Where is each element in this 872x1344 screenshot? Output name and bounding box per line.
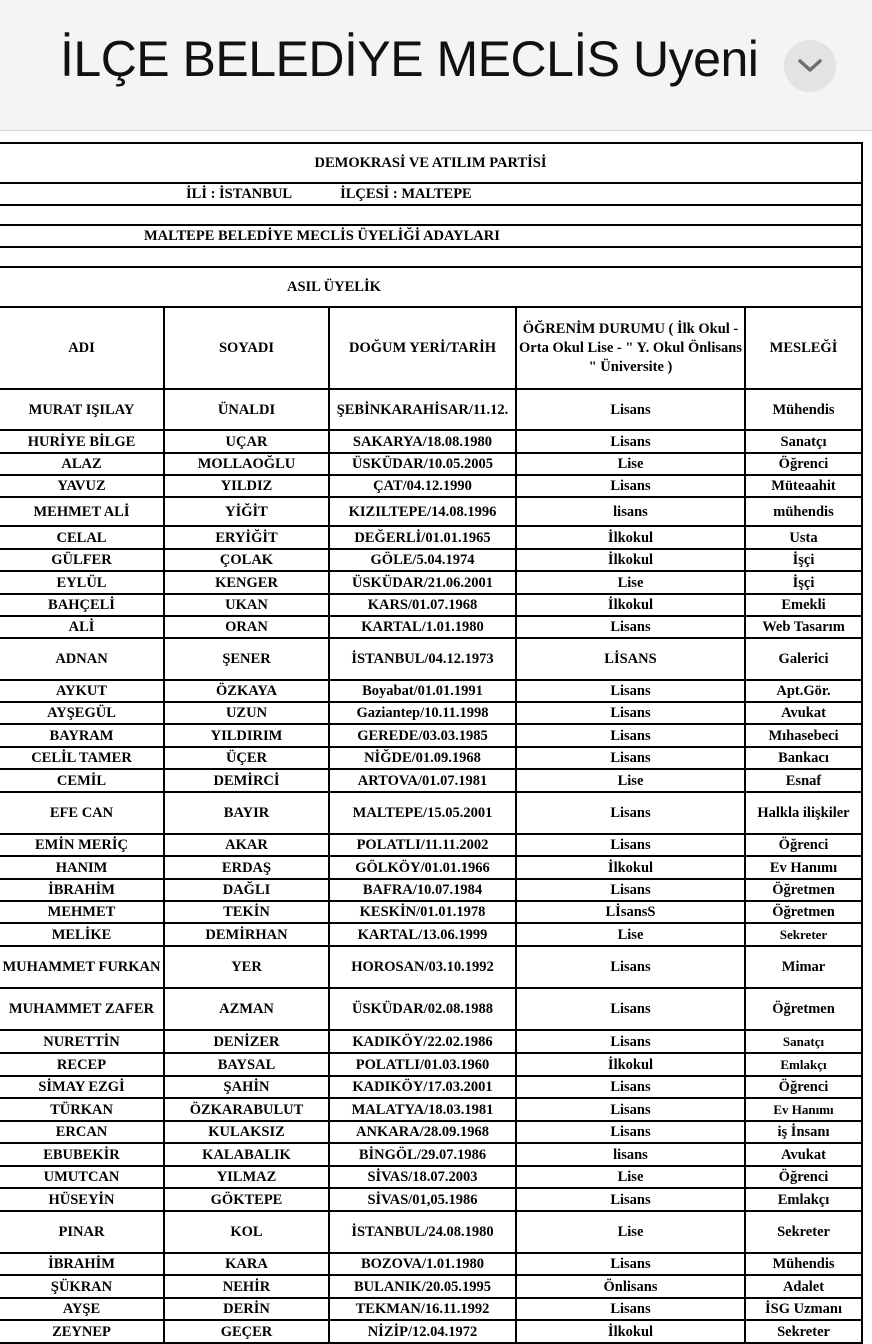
cell-birth: TEKMAN/16.11.1992 <box>329 1298 516 1320</box>
cell-birth: DEĞERLİ/01.01.1965 <box>329 526 516 549</box>
cell-surname: NEHİR <box>164 1275 329 1298</box>
chevron-down-icon <box>797 58 823 74</box>
cell-name: RECEP <box>0 1053 164 1076</box>
cell-education: Lisans <box>516 1188 745 1211</box>
cell-birth: MALTEPE/15.05.2001 <box>329 792 516 834</box>
cell-name: EFE CAN <box>0 792 164 834</box>
cell-surname: ORAN <box>164 616 329 638</box>
cell-education: Lisans <box>516 475 745 497</box>
cell-education: Lisans <box>516 1098 745 1121</box>
cell-name: MUHAMMET FURKAN <box>0 946 164 988</box>
cell-name: CEMİL <box>0 769 164 792</box>
cell-education: Önlisans <box>516 1275 745 1298</box>
cell-profession: Avukat <box>745 702 862 724</box>
table-row <box>0 834 862 856</box>
cell-name: AYŞEGÜL <box>0 702 164 724</box>
cell-surname: MOLLAOĞLU <box>164 453 329 475</box>
cell-name: YAVUZ <box>0 475 164 497</box>
cell-profession: Emekli <box>745 594 862 616</box>
cell-surname: UZUN <box>164 702 329 724</box>
table-row <box>0 1098 862 1121</box>
cell-education: Lisans <box>516 389 745 430</box>
top-bar <box>0 0 872 131</box>
cell-education: Lise <box>516 453 745 475</box>
cell-birth: HOROSAN/03.10.1992 <box>329 946 516 988</box>
cell-education: LİSANS <box>516 638 745 680</box>
cell-birth: Boyabat/01.01.1991 <box>329 680 516 702</box>
cell-surname: AKAR <box>164 834 329 856</box>
table-row <box>0 747 862 769</box>
cell-profession: Mühendis <box>745 1253 862 1275</box>
cell-education: Lisans <box>516 680 745 702</box>
cell-name: ALİ <box>0 616 164 638</box>
cell-surname: DERİN <box>164 1298 329 1320</box>
cell-surname: BAYSAL <box>164 1053 329 1076</box>
cell-name: NURETTİN <box>0 1030 164 1053</box>
cell-profession: Müteaahit <box>745 475 862 497</box>
cell-surname: YILDIZ <box>164 475 329 497</box>
cell-education: lisans <box>516 497 745 526</box>
cell-surname: UÇAR <box>164 430 329 453</box>
cell-birth: ÇAT/04.12.1990 <box>329 475 516 497</box>
cell-name: GÜLFER <box>0 549 164 571</box>
cell-name: EYLÜL <box>0 571 164 594</box>
cell-birth: KARTAL/13.06.1999 <box>329 923 516 946</box>
cell-birth: MALATYA/18.03.1981 <box>329 1098 516 1121</box>
cell-profession: Sekreter <box>745 1211 862 1253</box>
table-row <box>0 680 862 702</box>
cell-education: İlkokul <box>516 1053 745 1076</box>
cell-name: UMUTCAN <box>0 1166 164 1188</box>
cell-birth: SİVAS/01,05.1986 <box>329 1188 516 1211</box>
document-title: İLÇE BELEDİYE MECLİS Uyeni <box>60 31 759 87</box>
cell-profession: İşçi <box>745 549 862 571</box>
cell-education: İlkokul <box>516 856 745 879</box>
column-header-surname: SOYADI <box>164 307 329 389</box>
cell-name: EBUBEKİR <box>0 1143 164 1166</box>
cell-surname: DEMİRHAN <box>164 923 329 946</box>
table-row <box>0 638 862 680</box>
column-header-birth: DOĞUM YERİ/TARİH <box>329 307 516 389</box>
cell-surname: DENİZER <box>164 1030 329 1053</box>
cell-name: HÜSEYİN <box>0 1188 164 1211</box>
table-row <box>0 1076 862 1098</box>
cell-surname: KALABALIK <box>164 1143 329 1166</box>
location-line <box>0 183 862 205</box>
table-row <box>0 792 862 834</box>
table-row <box>0 497 862 526</box>
blank-row <box>0 247 862 267</box>
cell-education: Lisans <box>516 747 745 769</box>
cell-name: EMİN MERİÇ <box>0 834 164 856</box>
cell-surname: ÖZKAYA <box>164 680 329 702</box>
cell-education: Lisans <box>516 616 745 638</box>
cell-education: Lisans <box>516 702 745 724</box>
cell-education: Lisans <box>516 724 745 747</box>
cell-profession: Emlakçı <box>745 1053 862 1076</box>
cell-profession: Esnaf <box>745 769 862 792</box>
cell-surname: ŞENER <box>164 638 329 680</box>
cell-profession: Sekreter <box>745 1320 862 1343</box>
cell-profession: İSG Uzmanı <box>745 1298 862 1320</box>
cell-name: ADNAN <box>0 638 164 680</box>
cell-birth: BAFRA/10.07.1984 <box>329 879 516 901</box>
cell-name: HANIM <box>0 856 164 879</box>
cell-surname: KULAKSIZ <box>164 1121 329 1143</box>
cell-name: CELİL TAMER <box>0 747 164 769</box>
cell-name: SİMAY EZGİ <box>0 1076 164 1098</box>
cell-name: PINAR <box>0 1211 164 1253</box>
cell-birth: NİĞDE/01.09.1968 <box>329 747 516 769</box>
cell-birth: KADIKÖY/17.03.2001 <box>329 1076 516 1098</box>
table-row <box>0 594 862 616</box>
cell-surname: AZMAN <box>164 988 329 1030</box>
cell-surname: KENGER <box>164 571 329 594</box>
table-row <box>0 526 862 549</box>
cell-education: Lisans <box>516 1121 745 1143</box>
cell-education: Lise <box>516 1166 745 1188</box>
cell-name: ŞÜKRAN <box>0 1275 164 1298</box>
cell-profession: Öğretmen <box>745 901 862 923</box>
cell-birth: BOZOVA/1.01.1980 <box>329 1253 516 1275</box>
cell-education: Lisans <box>516 946 745 988</box>
province: İLİ : İSTANBUL <box>186 186 293 202</box>
cell-education: Lise <box>516 769 745 792</box>
cell-surname: ÖZKARABULUT <box>164 1098 329 1121</box>
cell-surname: DAĞLI <box>164 879 329 901</box>
cell-surname: UKAN <box>164 594 329 616</box>
table-row <box>0 1143 862 1166</box>
cell-birth: GEREDE/03.03.1985 <box>329 724 516 747</box>
cell-birth: KARTAL/1.01.1980 <box>329 616 516 638</box>
table-row <box>0 1053 862 1076</box>
cell-profession: mühendis <box>745 497 862 526</box>
table-row <box>0 879 862 901</box>
table-row <box>0 1211 862 1253</box>
cell-birth: SİVAS/18.07.2003 <box>329 1166 516 1188</box>
cell-profession: Mühendis <box>745 389 862 430</box>
cell-education: lisans <box>516 1143 745 1166</box>
candidate-table <box>0 142 863 1344</box>
table-row <box>0 1030 862 1053</box>
cell-surname: ÜÇER <box>164 747 329 769</box>
cell-education: Lise <box>516 1211 745 1253</box>
cell-birth: BULANIK/20.05.1995 <box>329 1275 516 1298</box>
cell-birth: KESKİN/01.01.1978 <box>329 901 516 923</box>
cell-profession: Bankacı <box>745 747 862 769</box>
column-header-profession: MESLEĞİ <box>745 307 862 389</box>
cell-name: ZEYNEP <box>0 1320 164 1343</box>
cell-name: BAYRAM <box>0 724 164 747</box>
cell-name: MELİKE <box>0 923 164 946</box>
cell-profession: Öğrenci <box>745 1076 862 1098</box>
cell-birth: Gaziantep/10.11.1998 <box>329 702 516 724</box>
cell-surname: YILDIRIM <box>164 724 329 747</box>
cell-birth: ÜSKÜDAR/02.08.1988 <box>329 988 516 1030</box>
table-row <box>0 549 862 571</box>
candidate-document <box>0 142 862 1344</box>
cell-education: Lisans <box>516 430 745 453</box>
table-row <box>0 1121 862 1143</box>
cell-surname: KARA <box>164 1253 329 1275</box>
table-row <box>0 1253 862 1275</box>
table-row <box>0 430 862 453</box>
cell-name: BAHÇELİ <box>0 594 164 616</box>
cell-birth: SAKARYA/18.08.1980 <box>329 430 516 453</box>
table-row <box>0 901 862 923</box>
cell-profession: Sanatçı <box>745 1030 862 1053</box>
cell-profession: Öğretmen <box>745 879 862 901</box>
cell-profession: iş İnsanı <box>745 1121 862 1143</box>
cell-name: ALAZ <box>0 453 164 475</box>
cell-education: İlkokul <box>516 549 745 571</box>
cell-education: İlkokul <box>516 594 745 616</box>
cell-profession: Ev Hanımı <box>745 1098 862 1121</box>
cell-education: Lisans <box>516 1298 745 1320</box>
cell-birth: NİZİP/12.04.1972 <box>329 1320 516 1343</box>
table-row <box>0 475 862 497</box>
cell-education: Lise <box>516 571 745 594</box>
cell-birth: İSTANBUL/04.12.1973 <box>329 638 516 680</box>
party-name: DEMOKRASİ VE ATILIM PARTİSİ <box>0 143 862 183</box>
cell-surname: DEMİRCİ <box>164 769 329 792</box>
cell-profession: Mıhasebeci <box>745 724 862 747</box>
cell-profession: Öğrenci <box>745 834 862 856</box>
cell-birth: BİNGÖL/29.07.1986 <box>329 1143 516 1166</box>
cell-name: İBRAHİM <box>0 879 164 901</box>
cell-name: ERCAN <box>0 1121 164 1143</box>
cell-education: Lisans <box>516 1253 745 1275</box>
table-row <box>0 724 862 747</box>
table-row <box>0 1166 862 1188</box>
cell-surname: GÖKTEPE <box>164 1188 329 1211</box>
cell-surname: ERDAŞ <box>164 856 329 879</box>
cell-surname: ERYİĞİT <box>164 526 329 549</box>
cell-profession: Emlakçı <box>745 1188 862 1211</box>
table-row <box>0 856 862 879</box>
cell-birth: ANKARA/28.09.1968 <box>329 1121 516 1143</box>
table-row <box>0 1275 862 1298</box>
table-row <box>0 988 862 1030</box>
cell-name: MEHMET ALİ <box>0 497 164 526</box>
cell-surname: ÜNALDI <box>164 389 329 430</box>
cell-education: Lisans <box>516 1076 745 1098</box>
table-row <box>0 946 862 988</box>
cell-birth: KARS/01.07.1968 <box>329 594 516 616</box>
cell-profession: Sanatçı <box>745 430 862 453</box>
cell-profession: Sekreter <box>745 923 862 946</box>
column-header-name: ADI <box>0 307 164 389</box>
cell-surname: GEÇER <box>164 1320 329 1343</box>
membership-type: ASIL ÜYELİK <box>0 267 862 307</box>
cell-birth: POLATLI/01.03.1960 <box>329 1053 516 1076</box>
table-row <box>0 453 862 475</box>
table-row <box>0 702 862 724</box>
cell-education: İlkokul <box>516 1320 745 1343</box>
cell-surname: KOL <box>164 1211 329 1253</box>
cell-profession: Öğrenci <box>745 1166 862 1188</box>
cell-education: LİsansS <box>516 901 745 923</box>
cell-name: TÜRKAN <box>0 1098 164 1121</box>
cell-name: MURAT IŞILAY <box>0 389 164 430</box>
cell-name: AYŞE <box>0 1298 164 1320</box>
cell-birth: ÜSKÜDAR/21.06.2001 <box>329 571 516 594</box>
cell-name: MEHMET <box>0 901 164 923</box>
cell-name: AYKUT <box>0 680 164 702</box>
table-row <box>0 571 862 594</box>
cell-education: Lisans <box>516 792 745 834</box>
cell-birth: ARTOVA/01.07.1981 <box>329 769 516 792</box>
cell-profession: Öğretmen <box>745 988 862 1030</box>
table-row <box>0 769 862 792</box>
cell-profession: Apt.Gör. <box>745 680 862 702</box>
cell-education: İlkokul <box>516 526 745 549</box>
cell-profession: Adalet <box>745 1275 862 1298</box>
cell-education: Lisans <box>516 834 745 856</box>
cell-name: İBRAHİM <box>0 1253 164 1275</box>
cell-birth: ÜSKÜDAR/10.05.2005 <box>329 453 516 475</box>
table-row <box>0 1320 862 1343</box>
cell-surname: BAYIR <box>164 792 329 834</box>
cell-birth: KADIKÖY/22.02.1986 <box>329 1030 516 1053</box>
district: İLÇESİ : MALTEPE <box>340 186 472 202</box>
cell-birth: KIZILTEPE/14.08.1996 <box>329 497 516 526</box>
cell-profession: Mimar <box>745 946 862 988</box>
cell-profession: Avukat <box>745 1143 862 1166</box>
cell-profession: Usta <box>745 526 862 549</box>
cell-education: Lisans <box>516 1030 745 1053</box>
cell-surname: YİĞİT <box>164 497 329 526</box>
table-row <box>0 389 862 430</box>
cell-birth: GÖLE/5.04.1974 <box>329 549 516 571</box>
cell-birth: POLATLI/11.11.2002 <box>329 834 516 856</box>
column-header-education: ÖĞRENİM DURUMU ( İlk Okul - Orta Okul Lise - " Y. Okul Önlisans " Üniversite ) <box>516 307 745 389</box>
cell-education: Lise <box>516 923 745 946</box>
cell-education: Lisans <box>516 988 745 1030</box>
cell-profession: Galerici <box>745 638 862 680</box>
cell-surname: ŞAHİN <box>164 1076 329 1098</box>
list-heading: MALTEPE BELEDİYE MECLİS ÜYELİĞİ ADAYLARI <box>0 225 862 247</box>
cell-birth: ŞEBİNKARAHİSAR/11.12. <box>329 389 516 430</box>
table-row <box>0 923 862 946</box>
cell-profession: Web Tasarım <box>745 616 862 638</box>
table-row <box>0 1188 862 1211</box>
blank-row <box>0 205 862 225</box>
cell-profession: İşçi <box>745 571 862 594</box>
cell-surname: YILMAZ <box>164 1166 329 1188</box>
cell-surname: TEKİN <box>164 901 329 923</box>
cell-name: CELAL <box>0 526 164 549</box>
cell-profession: Ev Hanımı <box>745 856 862 879</box>
cell-education: Lisans <box>516 879 745 901</box>
cell-name: HURİYE BİLGE <box>0 430 164 453</box>
cell-birth: GÖLKÖY/01.01.1966 <box>329 856 516 879</box>
cell-profession: Halkla ilişkiler <box>745 792 862 834</box>
cell-surname: YER <box>164 946 329 988</box>
cell-name: MUHAMMET ZAFER <box>0 988 164 1030</box>
expand-button[interactable] <box>784 40 836 92</box>
table-row <box>0 1298 862 1320</box>
table-row <box>0 616 862 638</box>
cell-birth: İSTANBUL/24.08.1980 <box>329 1211 516 1253</box>
cell-profession: Öğrenci <box>745 453 862 475</box>
cell-surname: ÇOLAK <box>164 549 329 571</box>
